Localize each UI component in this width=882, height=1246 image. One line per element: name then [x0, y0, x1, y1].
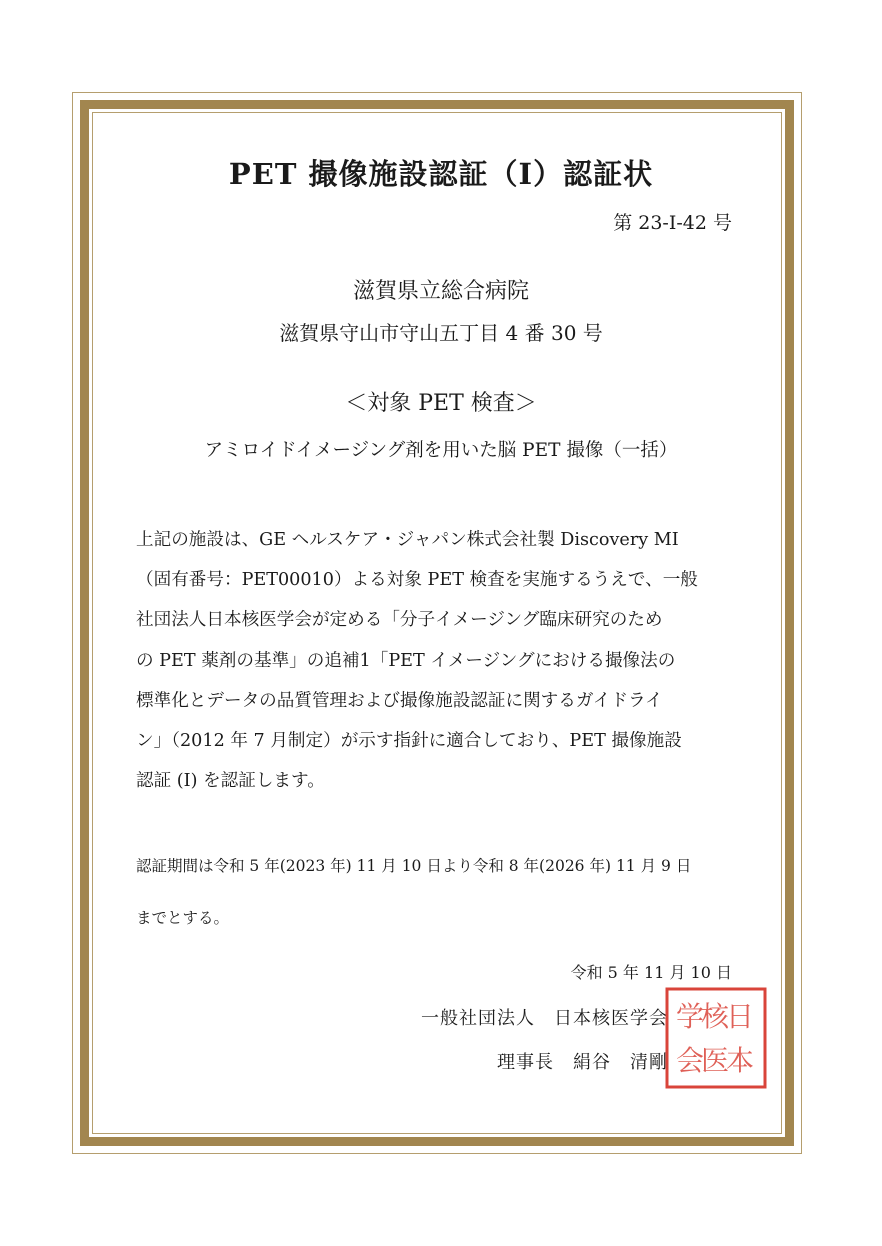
period-line: までとする。 [136, 909, 230, 927]
seal-character: 本 [725, 1044, 755, 1077]
certification-period [136, 840, 742, 944]
period-line: 認証期間は令和 5 年(2023 年) 11 月 10 日より令和 8 年(2026 年) 11 月 9 日 [136, 857, 692, 875]
seal-character: 核 [700, 1000, 730, 1033]
issue-date: 令和 5 年 11 月 10 日 [570, 963, 732, 982]
body-line: 標準化とデータの品質管理および撮像施設認証に関するガイドライ [136, 690, 663, 711]
seal-character: 会 [675, 1044, 705, 1077]
body-line: （固有番号：PET00010）よる対象 PET 検査を実施するうえで、一般 [136, 570, 698, 591]
facility-address: 滋賀県守山市守山五丁目 4 番 30 号 [279, 321, 603, 345]
official-seal-icon [664, 986, 768, 1090]
certificate-number: 第 23-I-42 号 [613, 212, 732, 234]
seal-character: 医 [700, 1044, 730, 1077]
issuing-organization: 一般社団法人 日本核医学会 [421, 1008, 668, 1029]
certificate-title: PET 撮像施設認証（I）認証状 [228, 157, 654, 191]
body-line: 認証 (I) を認証します。 [136, 771, 325, 792]
seal-character: 学 [675, 1000, 705, 1033]
body-line: 上記の施設は、GE ヘルスケア・ジャパン株式会社製 Discovery MI [136, 530, 679, 550]
seal-character: 日 [725, 1000, 755, 1033]
body-line: 社団法人日本核医学会が定める「分子イメージング臨床研究のため [136, 610, 663, 631]
body-line: の PET 薬剤の基準」の追補1「PET イメージングにおける撮像法の [136, 650, 676, 671]
certificate-body [136, 520, 742, 801]
facility-name: 滋賀県立総合病院 [352, 279, 529, 304]
target-exam-heading: ＜対象 PET 検査＞ [345, 391, 537, 416]
target-exam: アミロイドイメージング剤を用いた脳 PET 撮像（一括） [204, 440, 678, 461]
president-name: 理事長 絹谷 清剛 [497, 1052, 668, 1073]
body-line: ン」（2012 年 7 月制定）が示す指針に適合しており、PET 撮像施設 [136, 731, 682, 752]
